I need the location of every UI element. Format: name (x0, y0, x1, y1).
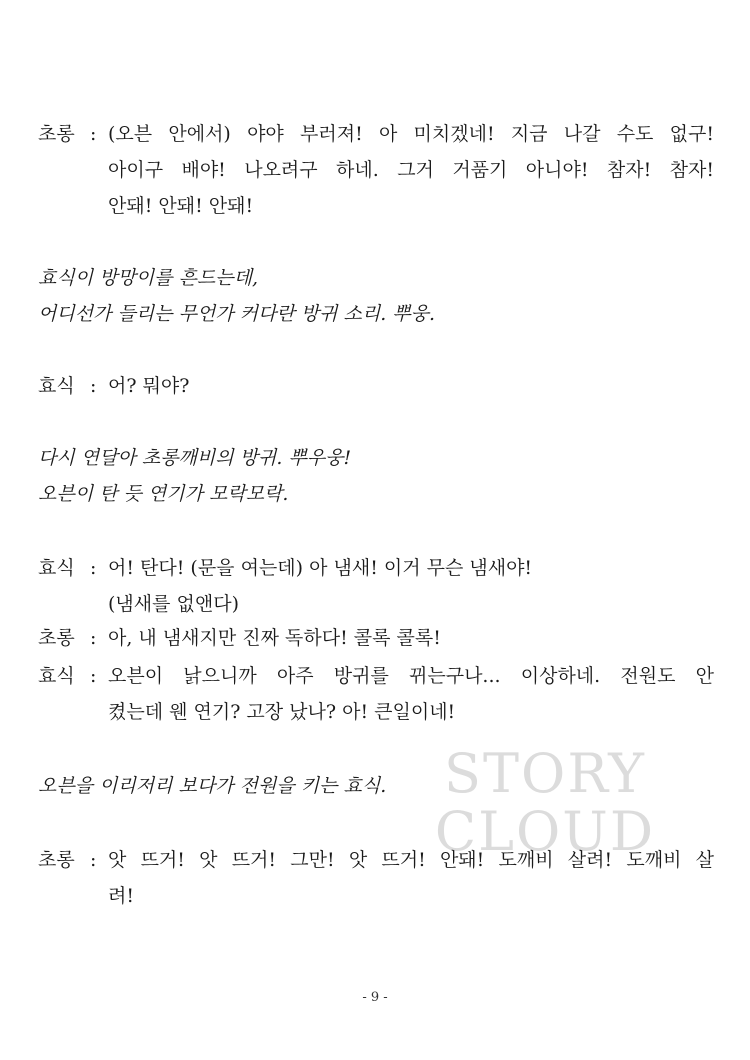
speaker-name: 효식 (38, 557, 75, 579)
speaker-name: 초롱 (38, 123, 75, 145)
page-number: - 9 - (362, 990, 388, 1005)
dialogue-chorong-1 (38, 122, 714, 146)
dialogue-chorong-3 (38, 848, 714, 872)
speaker-name: 초롱 (38, 849, 75, 871)
dialogue-line: 아이구 배야! 나오려구 하네. 그거 거품기 아니야! 참자! 참자! (108, 159, 714, 181)
dialogue-hyosik-2 (38, 556, 714, 580)
stage-direction: 오븐이 탄 듯 연기가 모락모락. (38, 483, 289, 505)
dialogue-line: 안돼! 안돼! 안돼! (108, 195, 254, 217)
speaker-name: 초롱 (38, 627, 75, 649)
speaker-colon: : (90, 849, 97, 871)
speaker-name: 효식 (38, 375, 75, 397)
speaker-colon: : (90, 665, 97, 687)
speaker-name: 효식 (38, 665, 75, 687)
dialogue-line: (오븐 안에서) 야야 부러져! 아 미치겠네! 지금 나갈 수도 없구! (108, 123, 714, 145)
watermark-line-2: CLOUD (434, 800, 656, 863)
stage-direction: 다시 연달아 초롱깨비의 방귀. 뿌우웅! (38, 447, 352, 469)
dialogue-hyosik-3 (38, 664, 714, 688)
stage-direction: 효식이 방망이를 흔드는데, (38, 267, 259, 289)
dialogue-line: 앗 뜨거! 앗 뜨거! 그만! 앗 뜨거! 안돼! 도깨비 살려! 도깨비 살 (108, 849, 714, 871)
watermark-line-1: STORY (444, 742, 646, 805)
dialogue-line: 어? 뭐야? (108, 375, 190, 397)
dialogue-line: 려! (108, 885, 134, 907)
dialogue-line: 오븐이 낡으니까 아주 방귀를 뀌는구나... 이상하네. 전원도 안 (108, 665, 714, 687)
dialogue-chorong-2 (38, 626, 714, 650)
dialogue-hyosik-1 (38, 374, 714, 398)
dialogue-line: 켰는데 웬 연기? 고장 났나? 아! 큰일이네! (108, 701, 456, 723)
speaker-colon: : (90, 627, 97, 649)
speaker-colon: : (90, 123, 97, 145)
speaker-colon: : (90, 557, 97, 579)
dialogue-line: 아, 내 냄새지만 진짜 독하다! 콜록 콜록! (108, 627, 441, 649)
stage-direction: 어디선가 들리는 무언가 커다란 방귀 소리. 뿌웅. (38, 303, 436, 325)
dialogue-line: 어! 탄다! (문을 여는데) 아 냄새! 이거 무슨 냄새야! (108, 557, 533, 579)
dialogue-line: (냄새를 없앤다) (108, 593, 239, 615)
stage-direction: 오븐을 이리저리 보다가 전원을 키는 효식. (38, 775, 387, 797)
speaker-colon: : (90, 375, 97, 397)
